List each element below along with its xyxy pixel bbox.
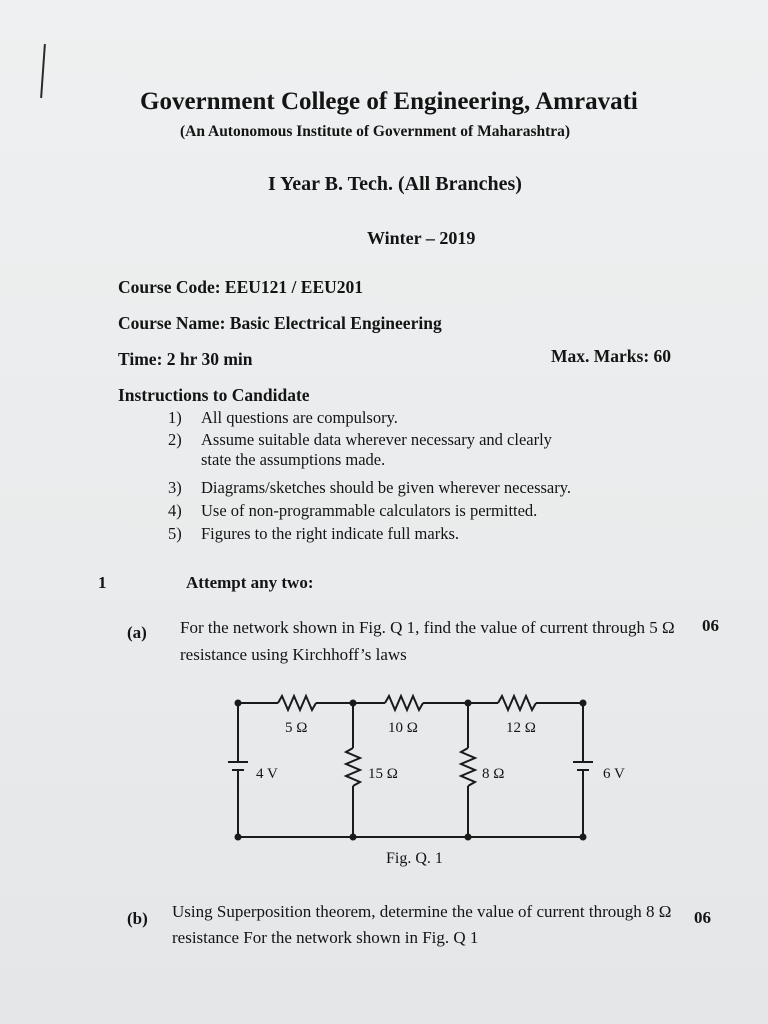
instruction-item xyxy=(168,408,398,428)
part-a-label: (a) xyxy=(127,623,147,642)
node xyxy=(465,700,472,707)
instruction-text: Assume suitable data wherever necessary and clearly xyxy=(201,430,552,449)
node xyxy=(235,834,242,841)
resistor-15-ohm xyxy=(346,748,360,786)
part-b-text: Using Superposition theorem, determine the value of current through 8 Ω resistance For the network shown in Fig. Q 1 xyxy=(172,902,672,947)
instruction-text: All questions are compulsory. xyxy=(201,408,398,427)
node xyxy=(580,700,587,707)
node xyxy=(350,834,357,841)
course-name: Course Name: Basic Electrical Engineering xyxy=(118,313,442,333)
college-name: Government College of Engineering, Amravati xyxy=(140,88,638,115)
session-line: Winter – 2019 xyxy=(367,228,476,248)
resistor-5-ohm xyxy=(278,696,316,710)
node xyxy=(235,700,242,707)
label-5-ohm: 5 Ω xyxy=(285,720,308,736)
label-6-volt: 6 V xyxy=(603,766,625,782)
instruction-item xyxy=(168,524,459,544)
exam-time: Time: 2 hr 30 min xyxy=(118,349,253,369)
instruction-number: 4) xyxy=(168,501,182,520)
label-12-ohm: 12 Ω xyxy=(506,720,536,736)
instruction-item xyxy=(168,430,552,470)
year-line: I Year B. Tech. (All Branches) xyxy=(268,173,522,195)
instruction-item xyxy=(168,478,571,498)
instruction-text: Diagrams/sketches should be given wherever necessary. xyxy=(201,478,572,497)
node xyxy=(580,834,587,841)
label-8-ohm: 8 Ω xyxy=(482,766,505,782)
node xyxy=(465,834,472,841)
question-number: 1 xyxy=(98,573,107,592)
part-b-label: (b) xyxy=(127,909,148,928)
label-4-volt: 4 V xyxy=(256,766,278,782)
instruction-number: 2) xyxy=(168,430,182,449)
resistor-10-ohm xyxy=(385,696,423,710)
instruction-number: 1) xyxy=(168,408,182,427)
max-marks: Max. Marks: 60 xyxy=(551,346,672,366)
part-a-marks: 06 xyxy=(702,616,719,635)
instruction-text: Figures to the right indicate full marks. xyxy=(201,524,459,543)
instructions-heading: Instructions to Candidate xyxy=(118,385,310,405)
pen-mark xyxy=(40,44,46,98)
label-10-ohm: 10 Ω xyxy=(388,720,418,736)
instruction-item xyxy=(168,501,537,521)
instruction-number: 3) xyxy=(168,478,182,497)
instruction-text: Use of non-programmable calculators is permitted. xyxy=(201,501,538,520)
question-heading: Attempt any two: xyxy=(186,573,314,592)
course-code: Course Code: EEU121 / EEU201 xyxy=(118,277,364,297)
resistor-12-ohm xyxy=(498,696,536,710)
part-b-marks: 06 xyxy=(694,908,711,927)
part-a-text: For the network shown in Fig. Q 1, find the value of current through 5 Ω resistance using Kirchhoff’s laws xyxy=(180,618,675,664)
figure-caption: Fig. Q. 1 xyxy=(386,850,443,867)
instruction-number: 5) xyxy=(168,524,182,543)
resistor-8-ohm xyxy=(461,748,475,786)
label-15-ohm: 15 Ω xyxy=(368,766,398,782)
college-subtitle: (An Autonomous Institute of Government of Maharashtra) xyxy=(180,123,571,140)
instruction-text-continued: state the assumptions made. xyxy=(201,450,386,469)
node xyxy=(350,700,357,707)
